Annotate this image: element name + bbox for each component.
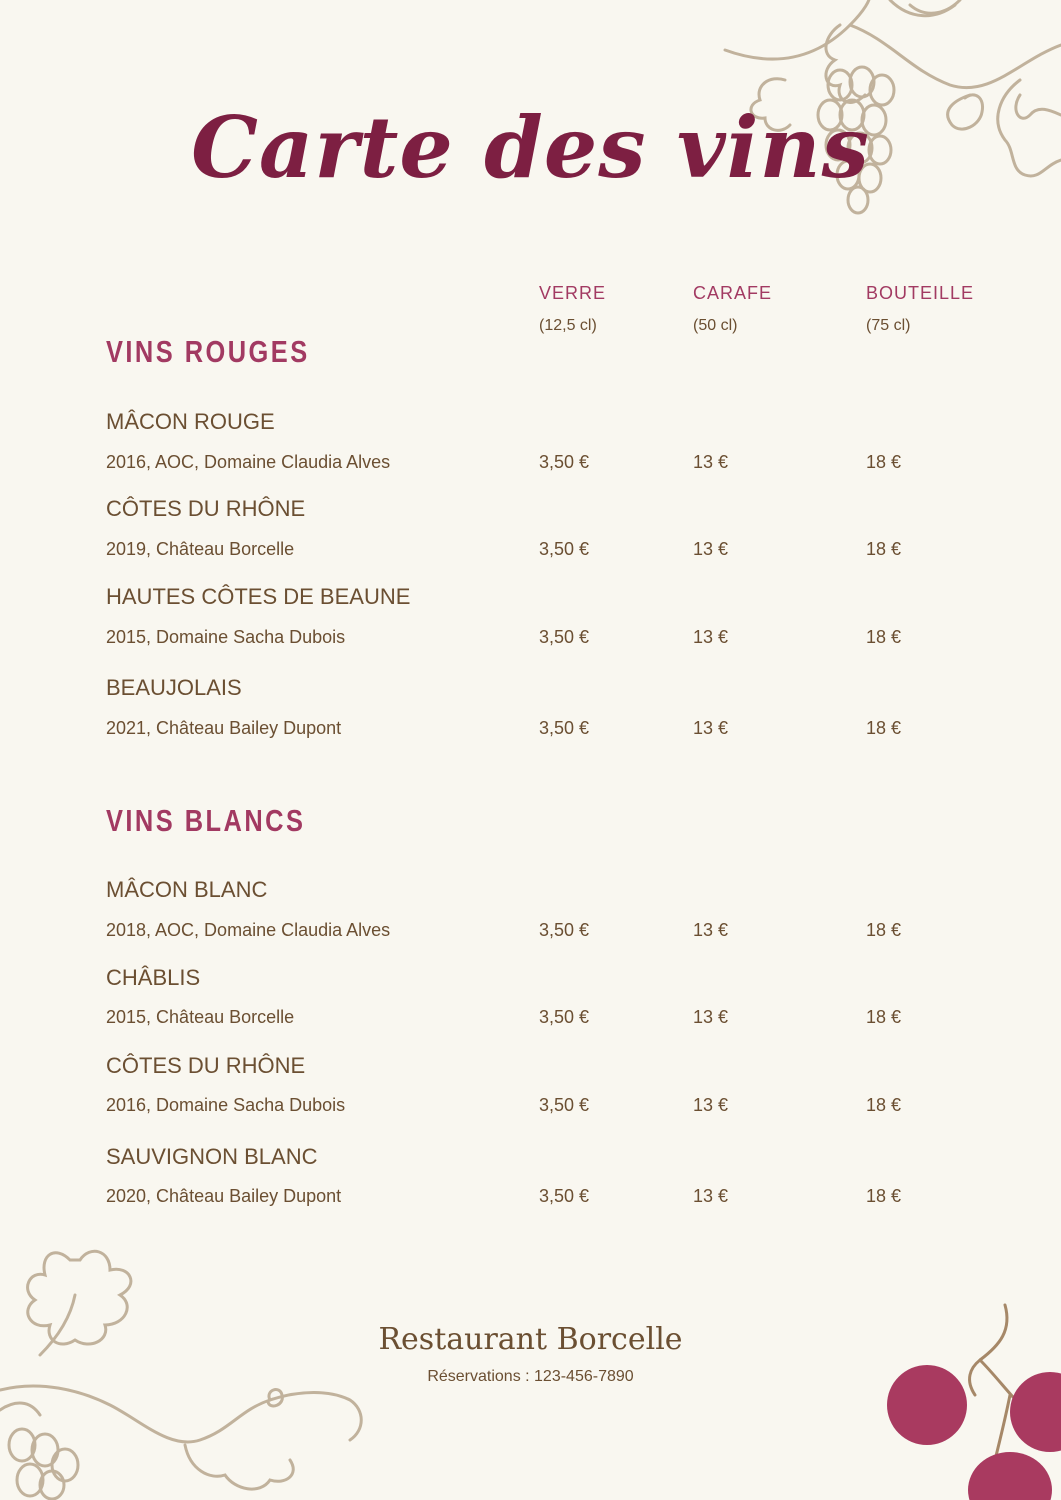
- price-bouteille: 18 €: [866, 452, 902, 472]
- price-carafe: 13 €: [693, 1007, 729, 1027]
- price-verre: 3,50 €: [539, 920, 590, 940]
- column-size-verre: (12,5 cl): [539, 317, 597, 334]
- wine-detail: 2015, Château Borcelle: [106, 1007, 295, 1027]
- reservations-phone: Réservations : 123-456-7890: [427, 1368, 634, 1385]
- wine-name: SAUVIGNON BLANC: [106, 1144, 318, 1169]
- wine-detail: 2016, AOC, Domaine Claudia Alves: [106, 452, 391, 472]
- restaurant-name: Restaurant Borcelle: [378, 1322, 683, 1357]
- wine-name: BEAUJOLAIS: [106, 675, 242, 700]
- column-header-carafe: CARAFE: [693, 283, 773, 303]
- wine-detail: 2019, Château Borcelle: [106, 539, 295, 559]
- section-title-vins-blancs: VINS BLANCS: [106, 803, 306, 838]
- wine-detail: 2018, AOC, Domaine Claudia Alves: [106, 920, 391, 940]
- price-carafe: 13 €: [693, 920, 729, 940]
- price-bouteille: 18 €: [866, 539, 902, 559]
- page-title: Carte des vins: [191, 98, 870, 197]
- price-carafe: 13 €: [693, 1095, 729, 1115]
- price-carafe: 13 €: [693, 539, 729, 559]
- price-verre: 3,50 €: [539, 1186, 590, 1206]
- price-verre: 3,50 €: [539, 452, 590, 472]
- price-verre: 3,50 €: [539, 1095, 590, 1115]
- wine-name: CHÂBLIS: [106, 965, 201, 990]
- price-carafe: 13 €: [693, 452, 729, 472]
- price-carafe: 13 €: [693, 718, 729, 738]
- wine-name: MÂCON BLANC: [106, 877, 268, 902]
- price-verre: 3,50 €: [539, 1007, 590, 1027]
- wine-name: CÔTES DU RHÔNE: [106, 496, 306, 521]
- price-bouteille: 18 €: [866, 1186, 902, 1206]
- column-size-bouteille: (75 cl): [866, 317, 911, 334]
- wine-name: CÔTES DU RHÔNE: [106, 1053, 306, 1078]
- price-bouteille: 18 €: [866, 627, 902, 647]
- price-bouteille: 18 €: [866, 1007, 902, 1027]
- wine-detail: 2016, Domaine Sacha Dubois: [106, 1095, 346, 1115]
- price-carafe: 13 €: [693, 627, 729, 647]
- section-title-vins-rouges: VINS ROUGES: [106, 334, 310, 369]
- price-bouteille: 18 €: [866, 920, 902, 940]
- price-bouteille: 18 €: [866, 718, 902, 738]
- column-header-verre: VERRE: [539, 283, 607, 303]
- column-size-carafe: (50 cl): [693, 317, 738, 334]
- wine-name: MÂCON ROUGE: [106, 409, 275, 434]
- price-bouteille: 18 €: [866, 1095, 902, 1115]
- wine-detail: 2015, Domaine Sacha Dubois: [106, 627, 346, 647]
- price-verre: 3,50 €: [539, 718, 590, 738]
- wine-name: HAUTES CÔTES DE BEAUNE: [106, 584, 411, 609]
- column-header-bouteille: BOUTEILLE: [866, 283, 975, 303]
- price-verre: 3,50 €: [539, 627, 590, 647]
- wine-detail: 2020, Château Bailey Dupont: [106, 1186, 342, 1206]
- price-carafe: 13 €: [693, 1186, 729, 1206]
- price-verre: 3,50 €: [539, 539, 590, 559]
- wine-detail: 2021, Château Bailey Dupont: [106, 718, 342, 738]
